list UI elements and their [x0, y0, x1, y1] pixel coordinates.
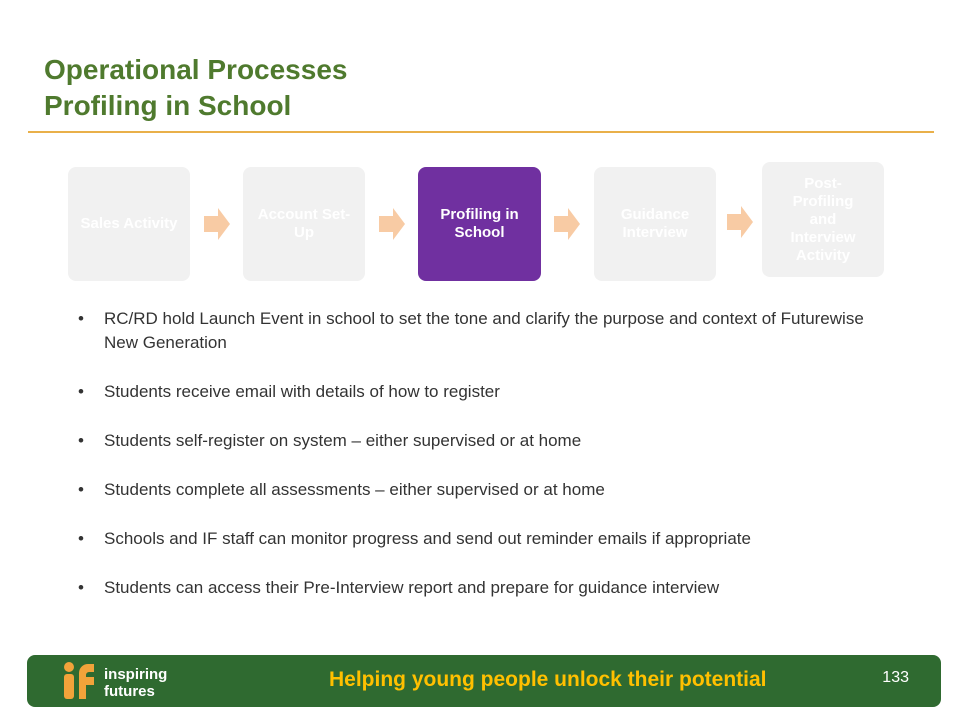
bullet-text: Students complete all assessments – either supervised or at home — [104, 480, 605, 499]
bullet-text: Students self-register on system – either supervised or at home — [104, 431, 582, 450]
title-line-1: Operational Processes — [44, 54, 348, 85]
bullet-text: RC/RD hold Launch Event in school to set the tone and clarify the purpose and context of Futurewise New Generation — [104, 309, 864, 352]
svg-text:inspiring: inspiring — [104, 666, 168, 683]
page-number: 133 — [882, 669, 909, 686]
bullet-icon: • — [78, 529, 84, 548]
chevron-right-arrow-icon — [727, 206, 753, 238]
svg-text:futures: futures — [104, 683, 155, 700]
process-step-label: Guidance Interview — [620, 206, 690, 241]
title-divider — [28, 131, 934, 133]
process-step-label: Profiling in School — [440, 206, 519, 241]
bullet-item — [78, 576, 898, 600]
chevron-right-arrow-icon — [379, 208, 405, 240]
bullet-item — [78, 429, 898, 453]
process-step-post-profiling — [762, 162, 884, 277]
bullet-list — [78, 307, 898, 625]
bullet-icon: • — [78, 480, 84, 499]
bullet-item — [78, 380, 898, 404]
inspiring-futures-logo — [61, 659, 201, 703]
bullet-item — [78, 307, 898, 355]
title-line-2: Profiling in School — [44, 90, 292, 121]
chevron-right-arrow-icon — [204, 208, 230, 240]
process-step-label: Sales Activity — [80, 215, 178, 232]
process-step-guidance-interview — [594, 167, 716, 281]
process-step-label: Account Set-Up — [257, 206, 351, 241]
bullet-icon: • — [78, 431, 84, 450]
bullet-icon: • — [78, 382, 84, 401]
bullet-text: Students receive email with details of how to register — [104, 382, 500, 401]
bullet-text: Schools and IF staff can monitor progress and send out reminder emails if appropriate — [104, 529, 751, 548]
page-title — [44, 52, 347, 124]
bullet-icon: • — [78, 309, 84, 328]
footer-bar — [27, 655, 941, 707]
bullet-item — [78, 478, 898, 502]
process-step-label: Post-Profiling and Interview Activity — [790, 174, 856, 264]
process-step-account-set-up — [243, 167, 365, 281]
bullet-item — [78, 527, 898, 551]
bullet-text: Students can access their Pre-Interview report and prepare for guidance interview — [104, 578, 720, 597]
tagline: Helping young people unlock their potential — [329, 668, 767, 691]
bullet-icon: • — [78, 578, 84, 597]
process-step-sales-activity — [68, 167, 190, 281]
chevron-right-arrow-icon — [554, 208, 580, 240]
process-step-profiling-in-school — [418, 167, 541, 281]
